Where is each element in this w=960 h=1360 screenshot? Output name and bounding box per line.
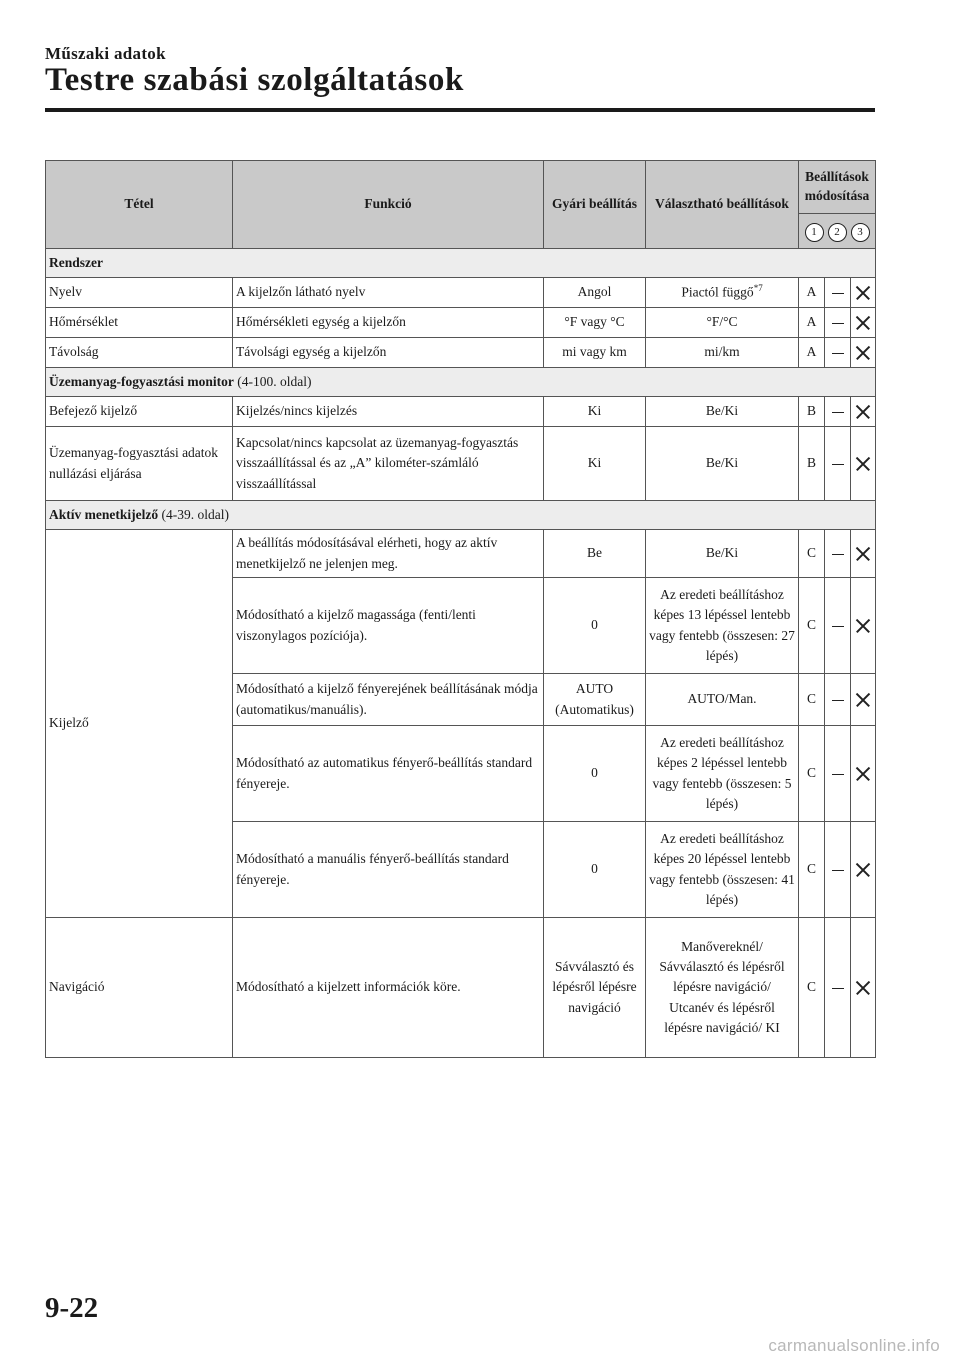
default-cell: AUTO (Automatikus) [544,674,646,726]
options-cell: °F/°C [646,308,799,338]
options-cell: Az eredeti beállításhoz képes 13 lépéssel lentebb vagy fentebb (összesen: 27 lépés) [646,578,799,674]
modify-2-cell [825,674,851,726]
options-cell: Az eredeti beállításhoz képes 20 lépéssel lentebb vagy fentebb (összesen: 41 lépés) [646,822,799,918]
item-cell: Üzemanyag-fogyasztási adatok nullázási eljárása [46,427,233,501]
modify-2-cell [825,578,851,674]
modify-3-cell [851,308,876,338]
options-cell: Piactól függő$^{*7}$ [646,278,799,308]
modify-3-cell [851,918,876,1058]
modify-2-cell [825,278,851,308]
cross-icon [855,692,871,708]
modify-2-cell [825,530,851,578]
function-cell: A beállítás módosításával elérheti, hogy az aktív menetkijelző ne jelenjen meg. [233,530,544,578]
dash-icon [832,353,844,355]
default-cell: mi vagy km [544,338,646,368]
cross-icon [855,618,871,634]
dash-icon [832,293,844,295]
default-cell: Angol [544,278,646,308]
group-row [46,501,876,530]
cross-icon [855,766,871,782]
dash-icon [832,464,844,466]
footnote-mark: *7 [753,283,763,294]
cross-icon [855,546,871,562]
modify-1-cell: B [799,397,825,427]
function-cell: Módosítható a kijelző fényerejének beállításának módja (automatikus/manuális). [233,674,544,726]
table-row [46,530,876,578]
options-cell: Be/Ki [646,427,799,501]
table-row [46,278,876,308]
cross-icon [855,315,871,331]
modify-1-cell: C [799,578,825,674]
page-title: Testre szabási szolgáltatások [45,62,464,98]
group-title: Rendszer [46,249,876,278]
modify-3-cell [851,338,876,368]
modify-1-cell: C [799,726,825,822]
item-cell: Navigáció [46,918,233,1058]
page-reference: (4-39. oldal) [158,506,229,522]
cross-icon [855,980,871,996]
default-cell: 0 [544,578,646,674]
group-title: Üzemanyag-fogyasztási monitor (4-100. oldal) [46,368,876,397]
modify-1-cell: B [799,427,825,501]
dash-icon [832,412,844,414]
function-cell: Módosítható a kijelzett információk köre. [233,918,544,1058]
function-cell: Hőmérsékleti egység a kijelzőn [233,308,544,338]
modify-2-cell [825,338,851,368]
modify-1-cell: C [799,822,825,918]
options-cell: Az eredeti beállításhoz képes 2 lépéssel lentebb vagy fentebb (összesen: 5 lépés) [646,726,799,822]
options-cell: mi/km [646,338,799,368]
modify-2-cell [825,308,851,338]
modify-1-cell: A [799,278,825,308]
dash-icon [832,626,844,628]
modify-1-cell: A [799,338,825,368]
default-cell: Be [544,530,646,578]
cross-icon [855,345,871,361]
header-modify-columns [799,214,876,249]
number-3-icon: 3 [851,223,870,242]
default-cell: °F vagy °C [544,308,646,338]
modify-3-cell [851,278,876,308]
group-row [46,368,876,397]
modify-3-cell [851,822,876,918]
modify-2-cell [825,918,851,1058]
table-row [46,338,876,368]
item-cell: Nyelv [46,278,233,308]
default-cell: Ki [544,427,646,501]
default-cell: 0 [544,822,646,918]
table-row [46,397,876,427]
settings-table [45,160,876,1058]
modify-1-cell: C [799,674,825,726]
dash-icon [832,700,844,702]
watermark: carmanualsonline.info [768,1336,940,1355]
function-cell: Módosítható a kijelző magassága (fenti/lenti viszonylagos pozíciója). [233,578,544,674]
item-cell: Kijelző [46,530,233,918]
function-cell: Módosítható az automatikus fényerő-beállítás standard fényereje. [233,726,544,822]
dash-icon [832,323,844,325]
table-header-row [46,161,876,214]
function-cell: Kapcsolat/nincs kapcsolat az üzemanyag-fogyasztás visszaállítással és az „A” kilométer-számláló visszaállítással [233,427,544,501]
function-cell: Módosítható a manuális fényerő-beállítás standard fényereje. [233,822,544,918]
modify-2-cell [825,427,851,501]
cross-icon [855,404,871,420]
modify-3-cell [851,674,876,726]
dash-icon [832,870,844,872]
modify-2-cell [825,822,851,918]
options-cell: Be/Ki [646,397,799,427]
options-cell: AUTO/Man. [646,674,799,726]
section-label: Műszaki adatok [45,44,166,63]
title-rule [45,108,875,112]
modify-3-cell [851,726,876,822]
group-row [46,249,876,278]
function-cell: A kijelzőn látható nyelv [233,278,544,308]
table-row [46,918,876,1058]
modify-1-cell: C [799,918,825,1058]
modify-2-cell [825,397,851,427]
header-function: Funkció [233,161,544,249]
number-1-icon: 1 [805,223,824,242]
item-cell: Befejező kijelző [46,397,233,427]
modify-1-cell: A [799,308,825,338]
default-cell: 0 [544,726,646,822]
header-item: Tétel [46,161,233,249]
cross-icon [855,456,871,472]
table-row [46,427,876,501]
default-cell: Sávválasztó és lépésről lépésre navigáció [544,918,646,1058]
modify-3-cell [851,427,876,501]
header-options: Választható beállítások [646,161,799,249]
dash-icon [832,774,844,776]
table-row [46,308,876,338]
page-reference: (4-100. oldal) [233,373,312,389]
cross-icon [855,285,871,301]
function-cell: Kijelzés/nincs kijelzés [233,397,544,427]
default-cell: Ki [544,397,646,427]
item-cell: Hőmérséklet [46,308,233,338]
number-2-icon: 2 [828,223,847,242]
header-default: Gyári beállítás [544,161,646,249]
header-modify: Beállítások módosítása [799,161,876,214]
dash-icon [832,988,844,990]
modify-3-cell [851,578,876,674]
dash-icon [832,554,844,556]
cross-icon [855,862,871,878]
page-number: 9-22 [45,1292,99,1324]
function-cell: Távolsági egység a kijelzőn [233,338,544,368]
modify-3-cell [851,530,876,578]
item-cell: Távolság [46,338,233,368]
modify-3-cell [851,397,876,427]
options-cell: Manővereknél/ Sávválasztó és lépésről lépésre navigáció/ Utcanév és lépésről lépésre navigáció/ KI [646,918,799,1058]
options-cell: Be/Ki [646,530,799,578]
modify-2-cell [825,726,851,822]
group-title: Aktív menetkijelző (4-39. oldal) [46,501,876,530]
modify-1-cell: C [799,530,825,578]
